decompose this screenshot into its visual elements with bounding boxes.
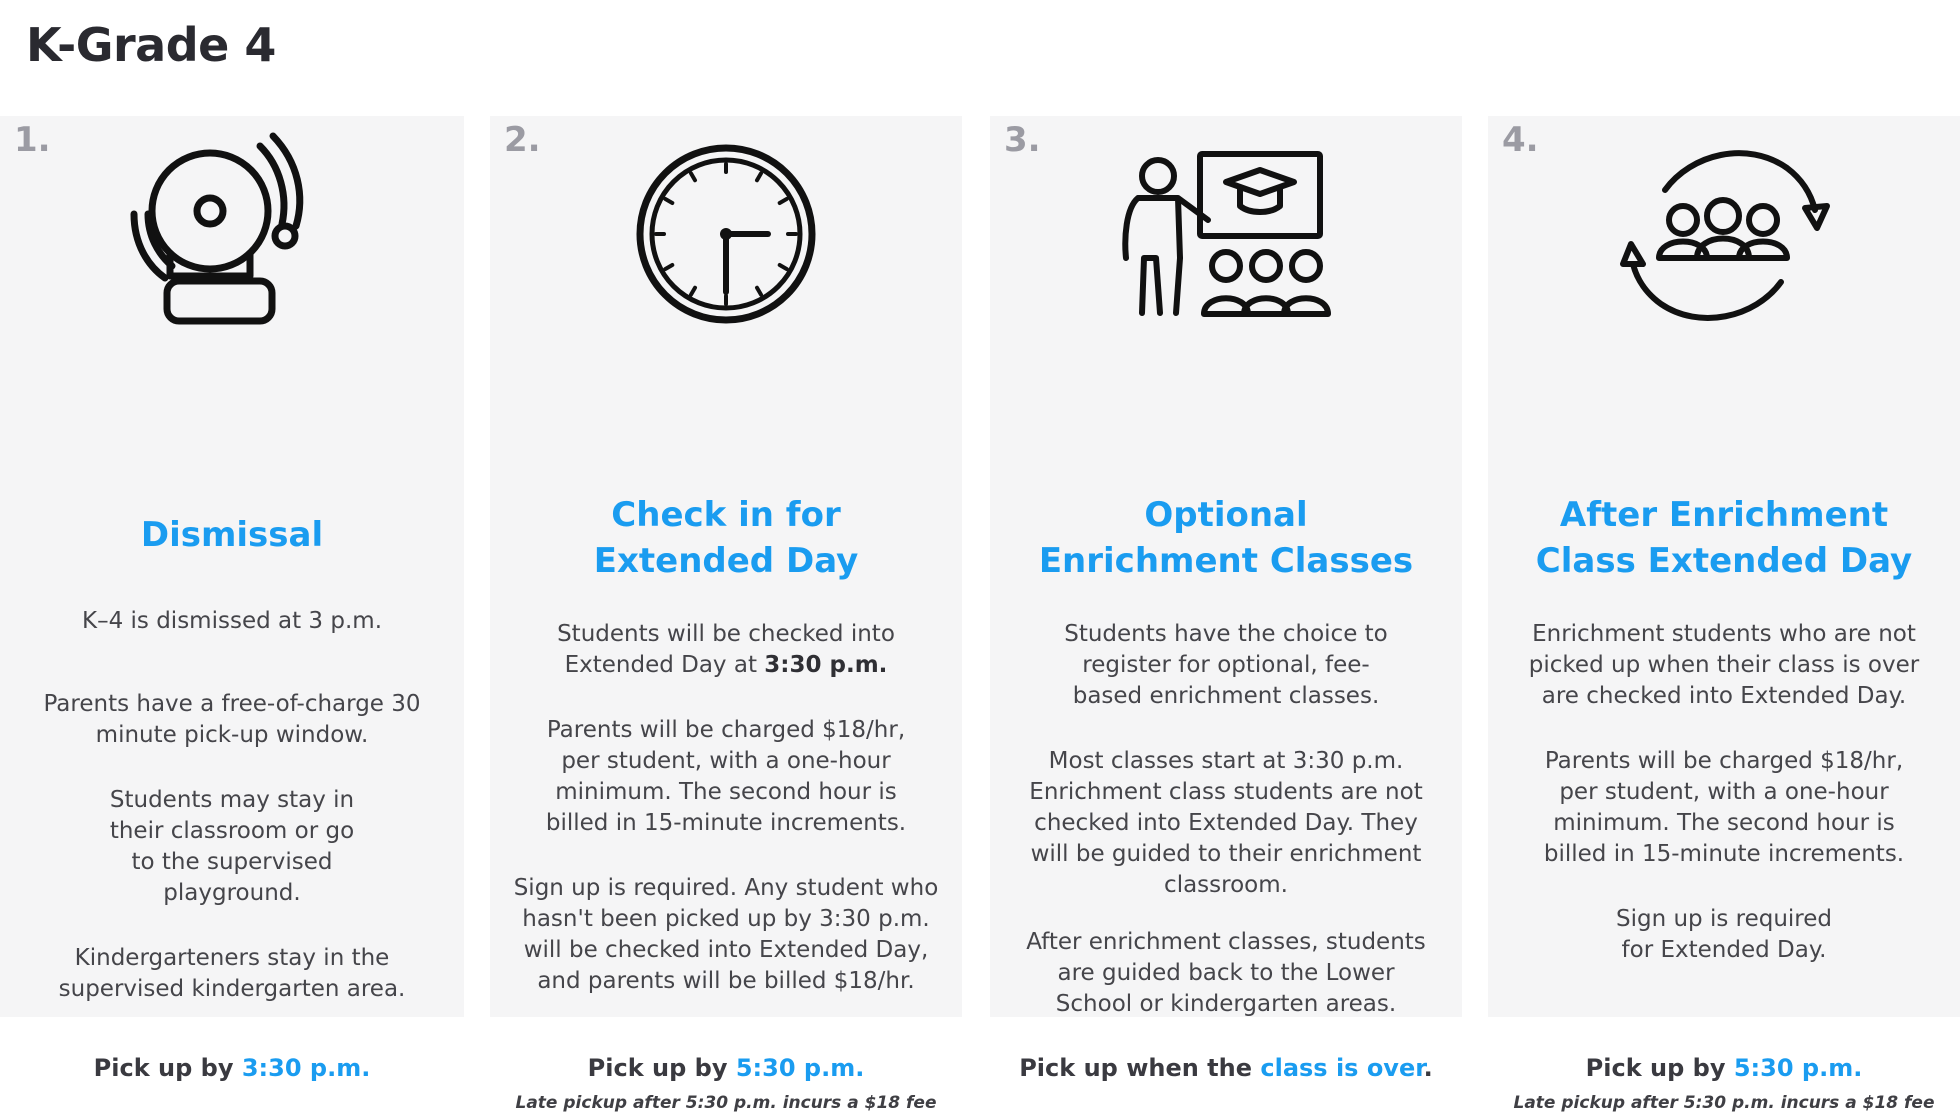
pickup-highlight: 5:30 p.m. bbox=[1733, 1054, 1863, 1082]
paragraph-text: Students will be checked into Extended Day at bbox=[557, 621, 895, 678]
card-after-enrichment bbox=[1488, 116, 1960, 1113]
clock-tick bbox=[780, 265, 787, 269]
pickup-highlight: 5:30 p.m. bbox=[735, 1054, 865, 1082]
pickup-prefix: Pick up by bbox=[587, 1054, 736, 1082]
card-title bbox=[0, 512, 464, 558]
clock-tick bbox=[691, 288, 695, 295]
step-number: 4. bbox=[1502, 120, 1539, 160]
clock-tick bbox=[691, 173, 695, 180]
school-bell-icon bbox=[110, 126, 310, 326]
pickup-prefix: Pick up by bbox=[1585, 1054, 1734, 1082]
pickup-time bbox=[0, 1054, 464, 1082]
pickup-time bbox=[1488, 1054, 1960, 1082]
card-title-line: After Enrichment bbox=[1559, 495, 1889, 535]
late-fee-note: Late pickup after 5:30 p.m. incurs a $18 fee bbox=[1513, 1093, 1935, 1113]
clock-tick bbox=[780, 199, 787, 203]
paragraph: Sign up is required. Any student who hasn't been picked up by 3:30 p.m. will be checked into Extended Day, and parents will be billed $18/hr. bbox=[513, 875, 939, 994]
pickup-prefix: Pick up when the bbox=[1019, 1054, 1261, 1082]
clock-tick bbox=[757, 173, 761, 180]
card-title-line: Enrichment Classes bbox=[1038, 541, 1414, 581]
card-title-line: Extended Day bbox=[593, 541, 859, 581]
pickup-suffix: . bbox=[1423, 1054, 1433, 1082]
paragraph: Kindergarteners stay in the supervised kindergarten area. bbox=[58, 945, 406, 1002]
pickup-prefix: Pick up by bbox=[93, 1054, 242, 1082]
pickup-highlight: class is over bbox=[1260, 1054, 1424, 1082]
card-body bbox=[512, 619, 940, 1031]
step-number: 3. bbox=[1004, 120, 1041, 160]
paragraph-bold: 3:30 p.m. bbox=[764, 652, 888, 678]
card-body bbox=[28, 606, 436, 1039]
pickup-time bbox=[990, 1054, 1462, 1082]
paragraph: Sign up is required for Extended Day. bbox=[1615, 906, 1833, 963]
page-title: K-Grade 4 bbox=[26, 18, 276, 72]
paragraph: After enrichment classes, students are guided back to the Lower School or kindergarten areas. bbox=[1026, 929, 1426, 1017]
teacher-classroom-icon bbox=[1116, 148, 1336, 318]
paragraph: Enrichment students who are not picked up when their class is over are checked into Extended Day. bbox=[1528, 621, 1920, 709]
paragraph: Most classes start at 3:30 p.m. Enrichment class students are not checked into Extended Day. They will be guided to their enrichment classroom. bbox=[1029, 748, 1423, 898]
pickup-highlight: 3:30 p.m. bbox=[241, 1054, 371, 1082]
card-dismissal bbox=[0, 116, 464, 1082]
card-check-in bbox=[490, 116, 962, 1113]
clock-tick bbox=[665, 265, 672, 269]
card-title bbox=[990, 492, 1462, 584]
card-title-line: Optional bbox=[1144, 495, 1308, 535]
card-title bbox=[490, 492, 962, 584]
paragraph: Parents will be charged $18/hr, per student, with a one-hour minimum. The second hour is billed in 15-minute increments. bbox=[545, 717, 907, 836]
paragraph: Students may stay in their classroom or go to the supervised playground. bbox=[109, 787, 355, 906]
step-number: 1. bbox=[14, 120, 51, 160]
paragraph: Students have the choice to register for optional, fee-based enrichment classes. bbox=[1064, 621, 1388, 709]
clock-icon bbox=[634, 142, 818, 326]
card-body bbox=[1012, 619, 1440, 1054]
clock-tick bbox=[757, 288, 761, 295]
pickup-time bbox=[490, 1054, 962, 1082]
card-body bbox=[1510, 619, 1938, 1000]
paragraph: K–4 is dismissed at 3 p.m. bbox=[82, 608, 382, 634]
late-fee-note: Late pickup after 5:30 p.m. incurs a $18 fee bbox=[515, 1093, 937, 1113]
card-title-line: Check in for bbox=[611, 495, 841, 535]
card-enrichment bbox=[990, 116, 1462, 1082]
card-title bbox=[1488, 492, 1960, 584]
paragraph bbox=[512, 619, 940, 681]
group-cycle-icon bbox=[1619, 132, 1829, 342]
clock-tick bbox=[665, 199, 672, 203]
card-title-line: Dismissal bbox=[140, 515, 324, 555]
card-title-line: Class Extended Day bbox=[1535, 541, 1913, 581]
paragraph: Parents will be charged $18/hr, per student, with a one-hour minimum. The second hour is billed in 15-minute increments. bbox=[1543, 748, 1905, 867]
step-number: 2. bbox=[504, 120, 541, 160]
paragraph: Parents have a free-of-charge 30 minute pick-up window. bbox=[43, 691, 421, 748]
